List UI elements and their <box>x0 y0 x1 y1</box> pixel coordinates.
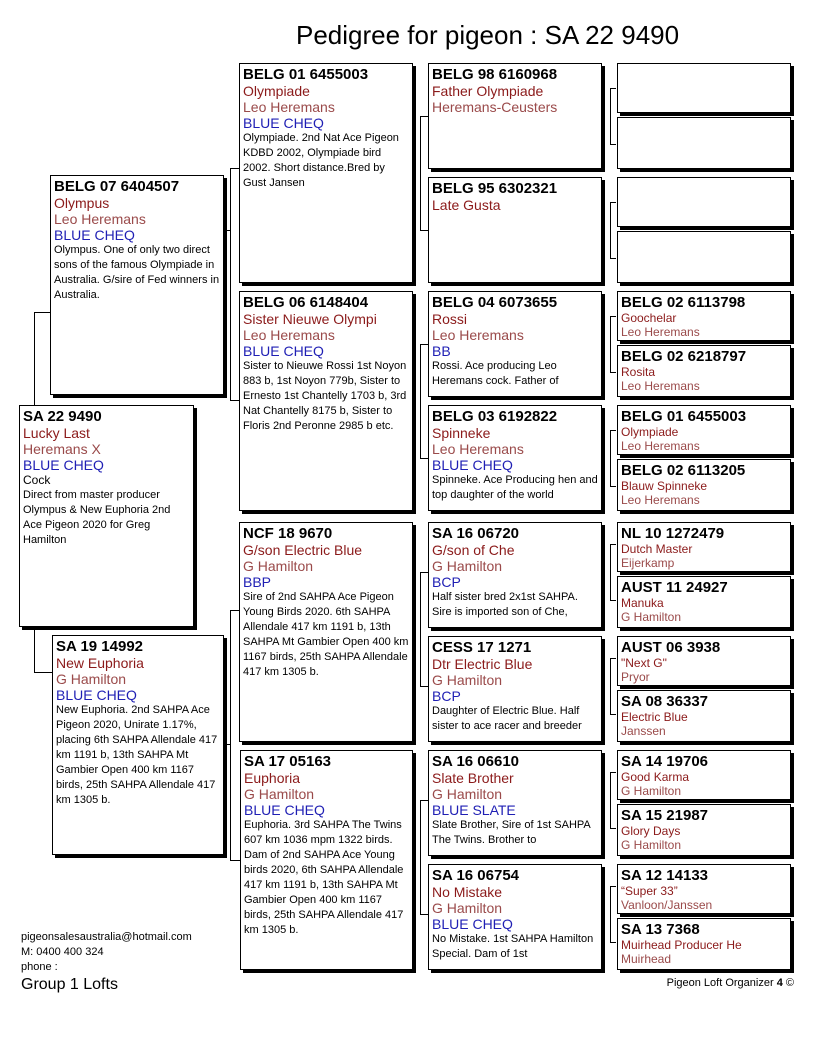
connector-line <box>610 658 616 659</box>
dam-card[interactable] <box>52 635 224 855</box>
pigeon-name: Spinneke <box>432 425 491 441</box>
connector-line <box>610 258 616 259</box>
pigeon-color: BCP <box>432 574 461 590</box>
ring-number: BELG 01 6455003 <box>621 408 747 425</box>
connector-line <box>230 168 239 169</box>
connector-line <box>230 610 231 860</box>
gen5-card[interactable] <box>617 864 791 914</box>
great-grandparent-card[interactable] <box>428 177 602 283</box>
breeder-name: G Hamilton <box>621 610 682 624</box>
connector-line <box>420 230 428 231</box>
pigeon-note: Half sister bred 2x1st SAHPA. Sire is imported son of Che, <box>432 591 578 618</box>
connector-line <box>610 886 616 887</box>
ring-number: BELG 02 6218797 <box>621 348 747 365</box>
ring-number: SA 22 9490 <box>23 408 102 425</box>
great-grandparent-card[interactable] <box>428 636 602 742</box>
gen5-card[interactable] <box>617 690 791 742</box>
grandparent-card[interactable] <box>239 63 413 283</box>
grandparent-card[interactable] <box>239 522 413 742</box>
breeder-name: Eijerkamp <box>621 556 675 570</box>
pigeon-color: BB <box>432 343 451 359</box>
pigeon-note: No Mistake. 1st SAHPA Hamilton Special. Dam of 1st <box>432 933 594 960</box>
connector-line <box>420 914 428 915</box>
pigeon-color: BLUE CHEQ <box>244 802 325 818</box>
pigeon-color: BLUE CHEQ <box>54 227 135 243</box>
pigeon-note: Euphoria. 3rd SAHPA The Twins 607 km 1036 mpm 1322 birds. Dam of 2nd SAHPA Ace Young birds 2020, 6th SAHPA Allendale 417 km 1191 b, 13th SAHPA Mt Gambier Open 400 km 1167 birds, 25th SAHPA Allendale 417 km 1305 b. <box>244 819 404 936</box>
great-grandparent-card[interactable] <box>428 750 602 856</box>
connector-line <box>224 230 230 231</box>
pigeon-color: BLUE CHEQ <box>243 343 324 359</box>
ring-number: BELG 02 6113798 <box>621 294 746 311</box>
grandparent-card[interactable] <box>239 291 413 511</box>
connector-line <box>224 744 230 745</box>
connector-line <box>34 312 35 405</box>
connector-line <box>230 610 239 611</box>
pigeon-name: Dtr Electric Blue <box>432 656 533 672</box>
pigeon-name: Euphoria <box>244 770 301 786</box>
contact-email: pigeonsalesaustralia@hotmail.com <box>21 931 192 943</box>
breeder-name: Leo Heremans <box>621 493 700 507</box>
ring-number: BELG 01 6455003 <box>243 66 369 83</box>
connector-line <box>420 344 428 345</box>
pigeon-color: BLUE SLATE <box>432 802 516 818</box>
ring-number: SA 12 14133 <box>621 867 709 884</box>
connector-line <box>610 202 616 203</box>
grandparent-card[interactable] <box>240 750 413 970</box>
breeder-name: Heremans-Ceusters <box>432 99 558 115</box>
gen5-card[interactable] <box>617 345 791 397</box>
ring-number: SA 16 06610 <box>432 753 520 770</box>
pigeon-name: Good Karma <box>621 770 690 784</box>
gen5-card[interactable] <box>617 522 791 572</box>
connector-line <box>420 116 428 117</box>
connector-line <box>610 886 611 942</box>
gen5-card[interactable] <box>617 231 791 283</box>
ring-number: SA 17 05163 <box>244 753 332 770</box>
breeder-name: G Hamilton <box>243 558 314 574</box>
contact-mobile: M: 0400 400 324 <box>21 946 104 958</box>
ring-number: SA 16 06720 <box>432 525 520 542</box>
ring-number: AUST 06 3938 <box>621 639 721 656</box>
ring-number: BELG 98 6160968 <box>432 66 558 83</box>
breeder-name: Leo Heremans <box>54 211 146 227</box>
connector-line <box>610 658 611 714</box>
breeder-name: Leo Heremans <box>243 327 335 343</box>
breeder-name: Leo Heremans <box>432 327 524 343</box>
ring-number: BELG 07 6404507 <box>54 178 180 195</box>
ring-number: BELG 95 6302321 <box>432 180 558 197</box>
pigeon-color: BLUE CHEQ <box>243 115 324 131</box>
great-grandparent-card[interactable] <box>428 63 602 169</box>
pigeon-color: BBP <box>243 574 272 590</box>
connector-line <box>420 116 421 230</box>
great-grandparent-card[interactable] <box>428 522 602 628</box>
ring-number: NL 10 1272479 <box>621 525 725 542</box>
connector-line <box>420 458 428 459</box>
connector-line <box>610 316 616 317</box>
connector-line <box>610 486 616 487</box>
gen5-card[interactable] <box>617 405 791 455</box>
connector-line <box>610 772 616 773</box>
gen5-card[interactable] <box>617 636 791 686</box>
breeder-name: G Hamilton <box>621 784 682 798</box>
connector-line <box>610 544 611 600</box>
connector-line <box>420 572 421 686</box>
gen5-card[interactable] <box>617 576 791 628</box>
pigeon-color: BLUE CHEQ <box>432 916 513 932</box>
connector-line <box>230 860 240 861</box>
gen5-card[interactable] <box>617 918 791 970</box>
breeder-name: Leo Heremans <box>621 379 700 393</box>
pigeon-name: Slate Brother <box>432 770 514 786</box>
connector-line <box>230 400 239 401</box>
pigeon-note: Rossi. Ace producing Leo Heremans cock. Father of <box>432 360 559 387</box>
ring-number: SA 19 14992 <box>56 638 144 655</box>
connector-line <box>420 800 428 801</box>
pigeon-name: Dutch Master <box>621 542 693 556</box>
loft-name: Group 1 Lofts <box>21 976 118 993</box>
pigeon-name: Olympiade <box>243 83 310 99</box>
connector-line <box>610 772 611 828</box>
pigeon-note: Direct from master producer Olympus & New Euphoria 2nd Ace Pigeon 2020 for Greg Hamilton <box>23 489 171 546</box>
connector-line <box>420 686 428 687</box>
pigeon-name: "Next G" <box>621 656 667 670</box>
copyright-symbol: © <box>785 977 794 989</box>
connector-line <box>610 714 616 715</box>
ring-number: BELG 04 6073655 <box>432 294 558 311</box>
connector-line <box>230 168 231 400</box>
ring-number: SA 16 06754 <box>432 867 520 884</box>
sire-card[interactable] <box>50 175 224 395</box>
breeder-name: Vanloon/Janssen <box>621 898 713 912</box>
ring-number: SA 13 7368 <box>621 921 700 938</box>
pigeon-note: Sire of 2nd SAHPA Ace Pigeon Young Birds 2020. 6th SAHPA Allendale 417 km 1191 b, 13th SAHPA Mt Gambier Open 400 km 1167 birds, 25th SAHPA Allendale 417 km 1305 b. <box>243 591 409 678</box>
pigeon-note: Olympiade. 2nd Nat Ace Pigeon KDBD 2002, Olympiade bird 2002. Short distance.Bred by Gust Jansen <box>243 132 399 189</box>
connector-line <box>610 544 616 545</box>
pigeon-color: BLUE CHEQ <box>56 687 137 703</box>
contact-phone: phone : <box>21 961 58 973</box>
breeder-name: Leo Heremans <box>621 439 700 453</box>
organizer-credit <box>667 977 794 989</box>
ring-number: CESS 17 1271 <box>432 639 532 656</box>
connector-line <box>610 372 616 373</box>
ring-number: SA 14 19706 <box>621 753 709 770</box>
gen5-card[interactable] <box>617 63 791 113</box>
pigeon-sex: Cock <box>23 473 51 487</box>
pigeon-note: Olympus. One of only two direct sons of the famous Olympiade in Australia. G/sire of Fed winners in Australia. <box>54 244 220 301</box>
gen5-card[interactable] <box>617 291 791 341</box>
breeder-name: G Hamilton <box>432 786 503 802</box>
pigeon-note: Daughter of Electric Blue. Half sister to ace racer and breeder <box>432 705 582 732</box>
connector-line <box>34 672 52 673</box>
great-grandparent-card[interactable] <box>428 405 602 511</box>
pigeon-name: G/son Electric Blue <box>243 542 363 558</box>
connector-line <box>610 430 616 431</box>
connector-line <box>420 572 428 573</box>
pigeon-name: Sister Nieuwe Olympi <box>243 311 377 327</box>
ring-number: BELG 06 6148404 <box>243 294 369 311</box>
connector-line <box>34 312 50 313</box>
pigeon-color: BLUE CHEQ <box>23 457 104 473</box>
pigeon-name: Goochelar <box>621 311 677 325</box>
pigeon-name: Lucky Last <box>23 425 90 441</box>
breeder-name: Janssen <box>621 724 666 738</box>
pigeon-name: Olympiade <box>621 425 679 439</box>
connector-line <box>610 316 611 372</box>
pigeon-color: BCP <box>432 688 461 704</box>
pigeon-name: Olympus <box>54 195 110 211</box>
connector-line <box>610 202 611 258</box>
connector-line <box>420 800 421 914</box>
subject-card[interactable] <box>19 405 194 627</box>
pigeon-name: Father Olympiade <box>432 83 544 99</box>
ring-number: AUST 11 24927 <box>621 579 728 596</box>
breeder-name: G Hamilton <box>432 900 503 916</box>
pigeon-name: Electric Blue <box>621 710 688 724</box>
pigeon-name: “Super 33” <box>621 884 678 898</box>
pigeon-name: Muirhead Producer He <box>621 938 742 952</box>
great-grandparent-card[interactable] <box>428 864 602 970</box>
connector-line <box>610 828 616 829</box>
connector-line <box>34 627 35 672</box>
connector-line <box>420 344 421 458</box>
breeder-name: G Hamilton <box>621 838 682 852</box>
gen5-card[interactable] <box>617 177 791 227</box>
connector-line <box>610 144 616 145</box>
pigeon-name: Blauw Spinneke <box>621 479 708 493</box>
gen5-card[interactable] <box>617 459 791 511</box>
pigeon-note: Sister to Nieuwe Rossi 1st Noyon 883 b, 1st Noyon 779b, Sister to Ernesto 1st Chantelly 1703 b, 3rd Nat Chantelly 8175 b, Sister to Floris 2nd Peronne 2985 b etc. <box>243 360 407 432</box>
pigeon-name: No Mistake <box>432 884 503 900</box>
organizer-name: Pigeon Loft Organizer <box>666 977 774 989</box>
page-title: Pedigree for pigeon : SA 22 9490 <box>296 20 680 50</box>
pigeon-name: Manuka <box>621 596 664 610</box>
ring-number: BELG 03 6192822 <box>432 408 558 425</box>
pigeon-name: G/son of Che <box>432 542 515 558</box>
pigeon-note: Slate Brother, Sire of 1st SAHPA The Twins. Brother to <box>432 819 591 846</box>
connector-line <box>610 600 616 601</box>
breeder-name: Leo Heremans <box>621 325 700 339</box>
breeder-name: G Hamilton <box>432 558 503 574</box>
connector-line <box>610 88 616 89</box>
pigeon-name: New Euphoria <box>56 655 144 671</box>
breeder-name: G Hamilton <box>244 786 315 802</box>
pigeon-name: Glory Days <box>621 824 681 838</box>
gen5-card[interactable] <box>617 750 791 800</box>
gen5-card[interactable] <box>617 804 791 856</box>
pigeon-name: Rosita <box>621 365 656 379</box>
breeder-name: Leo Heremans <box>243 99 335 115</box>
breeder-name: G Hamilton <box>432 672 503 688</box>
great-grandparent-card[interactable] <box>428 291 602 397</box>
pigeon-note: Spinneke. Ace Producing hen and top daughter of the world <box>432 474 598 501</box>
breeder-name: Leo Heremans <box>432 441 524 457</box>
pigeon-name: Rossi <box>432 311 468 327</box>
breeder-name: Heremans X <box>23 441 101 457</box>
ring-number: NCF 18 9670 <box>243 525 333 542</box>
connector-line <box>610 430 611 486</box>
ring-number: SA 15 21987 <box>621 807 709 824</box>
pigeon-note: New Euphoria. 2nd SAHPA Ace Pigeon 2020, Unirate 1.17%, placing 6th SAHPA Allendale 417 km 1191 b, 13th SAHPA Mt Gambier Open 400 km 1167 birds, 25th SAHPA Allendale 417 km 1305 b. <box>56 704 218 806</box>
breeder-name: G Hamilton <box>56 671 127 687</box>
pigeon-name: Late Gusta <box>432 197 501 213</box>
connector-line <box>610 88 611 144</box>
connector-line <box>610 942 616 943</box>
breeder-name: Muirhead <box>621 952 672 966</box>
ring-number: BELG 02 6113205 <box>621 462 746 479</box>
breeder-name: Pryor <box>621 670 650 684</box>
gen5-card[interactable] <box>617 117 791 169</box>
ring-number: SA 08 36337 <box>621 693 709 710</box>
pigeon-color: BLUE CHEQ <box>432 457 513 473</box>
organizer-version: 4 <box>776 977 783 989</box>
